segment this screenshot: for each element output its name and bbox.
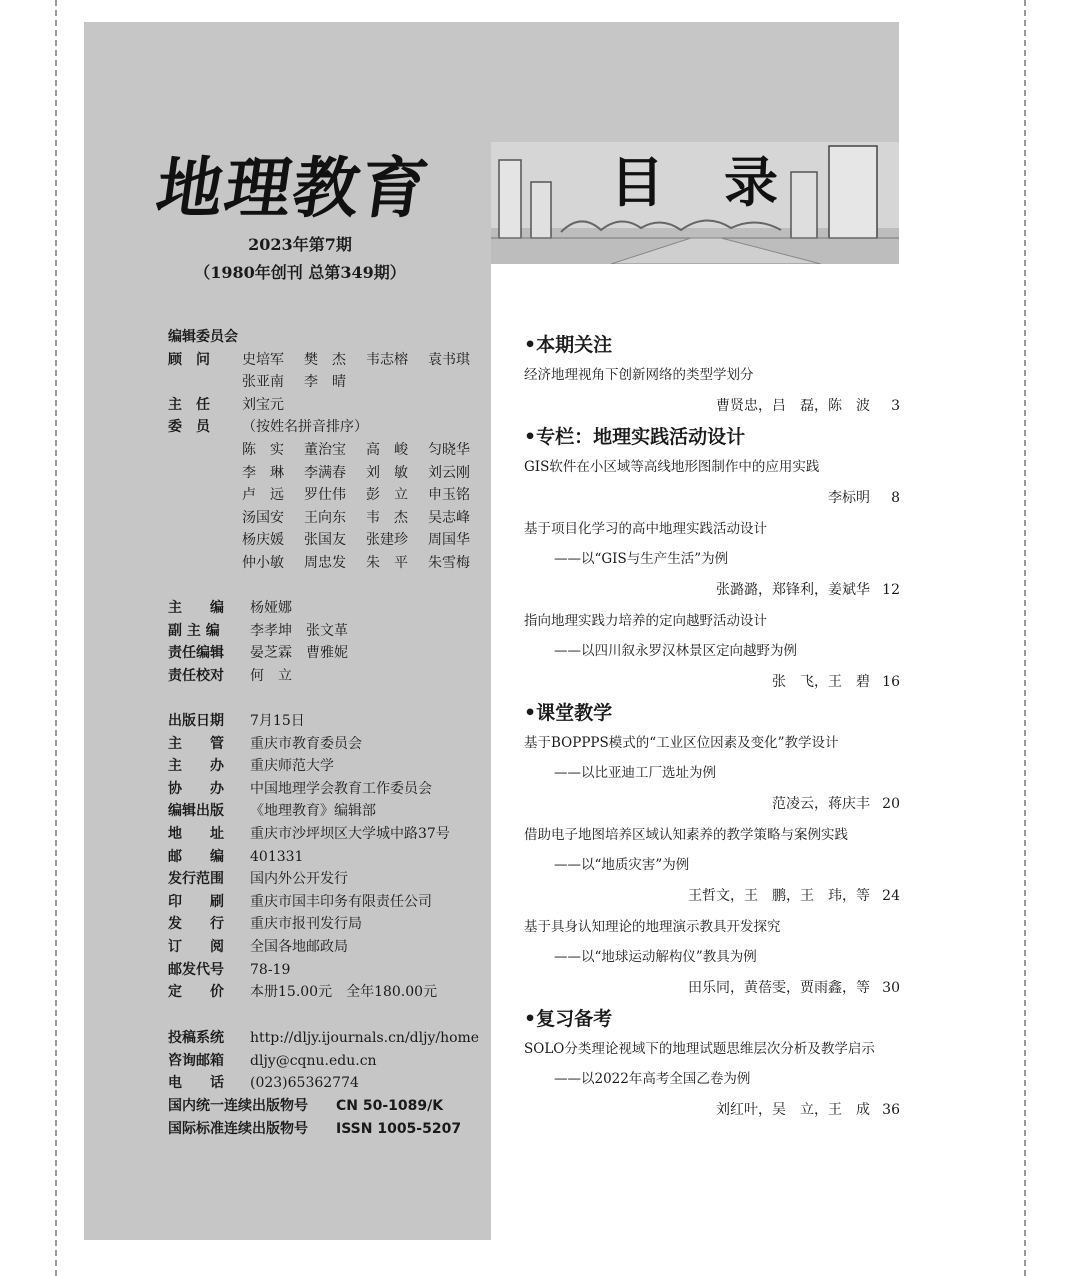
- serial-row: [168, 1095, 461, 1118]
- article-page-number: 20: [882, 796, 900, 812]
- publication-row-label: 编辑出版: [168, 803, 224, 820]
- committee-member: 周忠发: [304, 554, 346, 571]
- article-authors: 李标明: [828, 490, 870, 506]
- committee-heading: 编辑委员会: [168, 329, 238, 345]
- committee-member: 刘 敏: [366, 464, 408, 481]
- page-border-right: [1024, 0, 1026, 1276]
- article-title[interactable]: 基于具身认知理论的地理演示教具开发探究: [524, 919, 781, 935]
- serial-value: ISSN 1005-5207: [336, 1120, 462, 1137]
- committee-member: 卢 远: [242, 487, 284, 504]
- article-page-number: 30: [882, 980, 900, 996]
- article-authors: 张潞潞，郑锋利，姜斌华: [716, 582, 870, 598]
- committee-member: 李 晴: [304, 374, 346, 391]
- editor-row: [168, 642, 348, 665]
- publication-row-label: 印 刷: [168, 893, 224, 910]
- serial-row: [168, 1118, 461, 1141]
- committee-member: （按姓名拼音排序）: [242, 419, 368, 436]
- committee-member: 汤国安: [242, 509, 284, 526]
- publication-row-label: 地 址: [168, 825, 224, 842]
- contact-row: [168, 1050, 479, 1073]
- article-byline: [524, 574, 900, 606]
- committee-member: 张国友: [304, 532, 346, 549]
- serial-label: 国际标准连续出版物号: [168, 1120, 308, 1137]
- committee-member: 刘宝元: [242, 396, 284, 413]
- committee-member: 李满春: [304, 464, 346, 481]
- publication-row-value: 重庆市沙坪坝区大学城中路37号: [250, 825, 450, 842]
- publication-row: [168, 913, 450, 936]
- publication-row-value: 7月15日: [250, 713, 305, 729]
- article-title[interactable]: SOLO分类理论视域下的地理试题思维层次分析及教学启示: [524, 1041, 875, 1057]
- publication-row-value: 中国地理学会教育工作委员会: [250, 780, 432, 797]
- publication-row-value: 78-19: [250, 961, 291, 978]
- publication-row-label: 邮 编: [168, 848, 224, 865]
- article-subtitle: ——以“地质灾害”为例: [554, 857, 690, 873]
- article-subtitle: ——以“GIS与生产生活”为例: [554, 551, 729, 567]
- publication-row: [168, 981, 450, 1004]
- contact-row-label: 咨询邮箱: [168, 1052, 224, 1069]
- article-page-number: 24: [882, 888, 900, 904]
- committee-row: [168, 371, 490, 394]
- article-byline: [524, 390, 900, 422]
- publication-row-value: 本册15.00元 全年180.00元: [250, 984, 438, 1001]
- committee-member: 罗仕伟: [304, 487, 346, 504]
- publication-row: [168, 891, 450, 914]
- article-byline: [524, 972, 900, 1004]
- committee-role: 顾 问: [168, 351, 210, 368]
- article-byline: [524, 880, 900, 912]
- article-byline: [524, 666, 900, 698]
- article-authors: 王哲文，王 鹏，王 玮，等: [688, 888, 870, 904]
- contact-row: [168, 1027, 479, 1050]
- committee-row: [168, 529, 490, 552]
- toc-section-title: •专栏：地理实践活动设计: [524, 426, 746, 448]
- committee-names: [242, 349, 490, 372]
- committee-role: [168, 552, 242, 575]
- committee-names: [242, 507, 490, 530]
- article-page-number: 12: [882, 582, 900, 598]
- article-authors: 范凌云，蒋庆丰: [772, 796, 870, 812]
- article-byline: [524, 1094, 900, 1126]
- publication-row: [168, 800, 450, 823]
- serial-label: 国内统一连续出版物号: [168, 1098, 308, 1114]
- journal-logo: 地理教育: [151, 149, 435, 227]
- publication-row-value: 《地理教育》编辑部: [250, 803, 376, 820]
- contact-row-value: dljy@cqnu.edu.cn: [250, 1052, 377, 1069]
- article-title[interactable]: 指向地理实践力培养的定向越野活动设计: [524, 613, 767, 629]
- committee-row: [168, 349, 490, 372]
- publication-row: [168, 778, 450, 801]
- committee-names: [242, 529, 490, 552]
- contact-row: [168, 1072, 479, 1095]
- article-title[interactable]: 基于BOPPPS模式的“工业区位因素及变化”教学设计: [524, 735, 839, 751]
- committee-member: 陈 实: [242, 441, 284, 458]
- publication-row-label: 订 阅: [168, 938, 224, 955]
- editorial-committee: [168, 326, 490, 575]
- committee-member: 韦 杰: [366, 509, 408, 526]
- publication-info: [168, 710, 450, 1004]
- publication-row-label: 邮发代号: [168, 961, 224, 978]
- editor-row: [168, 665, 348, 688]
- committee-member: 杨庆媛: [242, 532, 284, 549]
- editor-row-label: 副 主 编: [168, 622, 220, 639]
- committee-role: [168, 484, 242, 507]
- publication-row-value: 重庆市报刊发行局: [250, 916, 362, 933]
- publication-row: [168, 755, 450, 778]
- committee-role: [168, 507, 242, 530]
- committee-member: 申玉铭: [428, 487, 470, 504]
- toc-heading: 目录: [610, 151, 838, 214]
- article-authors: 刘红叶，吴 立，王 成: [716, 1102, 870, 1118]
- article-authors: 张 飞，王 碧: [772, 674, 870, 690]
- publication-row-value: 重庆市国丰印务有限责任公司: [250, 893, 432, 910]
- committee-role: 主 任: [168, 396, 210, 413]
- contact-row-value: http://dljy.ijournals.cn/dljy/home: [250, 1030, 480, 1046]
- committee-member: 韦志榕: [366, 351, 408, 368]
- editor-row-label: 责任编辑: [168, 645, 224, 662]
- editor-row-value: 杨娅娜: [250, 600, 292, 616]
- article-page-number: 16: [882, 674, 900, 690]
- article-subtitle: ——以“地球运动解构仪”教具为例: [554, 949, 757, 965]
- editor-row-value: 何 立: [250, 667, 292, 684]
- publication-row: [168, 710, 450, 733]
- article-title[interactable]: 基于项目化学习的高中地理实践活动设计: [524, 521, 767, 537]
- publication-row-value: 国内外公开发行: [250, 871, 348, 888]
- committee-role: [168, 529, 242, 552]
- committee-member: 周国华: [428, 532, 470, 549]
- committee-member: 仲小敏: [242, 554, 284, 571]
- committee-row: [168, 552, 490, 575]
- committee-names: [242, 462, 490, 485]
- publication-row: [168, 823, 450, 846]
- page-border-left: [55, 0, 57, 1276]
- committee-role: [168, 371, 242, 394]
- committee-row: [168, 462, 490, 485]
- editor-row: [168, 597, 348, 620]
- editor-list: [168, 597, 348, 687]
- committee-role: [168, 439, 242, 462]
- toc-section-title: •本期关注: [524, 334, 613, 356]
- committee-member: 张建珍: [366, 532, 408, 549]
- editor-row: [168, 620, 348, 643]
- article-authors: 曹贤忠，吕 磊，陈 波: [716, 398, 870, 414]
- contact-row-label: 投稿系统: [168, 1030, 224, 1046]
- publication-row-value: 重庆市教育委员会: [250, 735, 362, 752]
- committee-row: [168, 484, 490, 507]
- committee-row: [168, 416, 490, 439]
- publication-row-label: 主 办: [168, 758, 224, 775]
- publication-row: [168, 959, 450, 982]
- committee-role: 委 员: [168, 419, 210, 436]
- editor-row-value: 晏芝霖 曹雅妮: [250, 645, 348, 662]
- committee-member: 朱 平: [366, 554, 408, 571]
- publication-row: [168, 868, 450, 891]
- committee-role: [168, 462, 242, 485]
- publication-row-label: 出版日期: [168, 713, 224, 729]
- publication-row: [168, 733, 450, 756]
- article-title[interactable]: GIS软件在小区域等高线地形图制作中的应用实践: [524, 459, 820, 475]
- committee-member: 彭 立: [366, 487, 408, 504]
- publication-row: [168, 936, 450, 959]
- committee-member: 樊 杰: [304, 351, 346, 368]
- article-page-number: 36: [882, 1102, 900, 1118]
- serial-numbers: [168, 1095, 461, 1140]
- article-title[interactable]: 借助电子地图培养区域认知素养的教学策略与案例实践: [524, 827, 848, 843]
- committee-member: 刘云刚: [428, 464, 470, 481]
- committee-names: [242, 416, 368, 439]
- contact-row-value: (023)65362774: [250, 1075, 359, 1092]
- publication-row-label: 主 管: [168, 735, 224, 752]
- committee-names: [242, 552, 490, 575]
- committee-member: 董治宝: [304, 441, 346, 458]
- publication-row-value: 重庆师范大学: [250, 758, 334, 775]
- committee-member: 史培军: [242, 351, 284, 368]
- toc-section-title: •课堂教学: [524, 702, 613, 724]
- article-page-number: 8: [891, 490, 900, 506]
- committee-member: 张亚南: [242, 374, 284, 391]
- founding-info: （1980年创刊 总第349期）: [194, 263, 406, 282]
- committee-row: [168, 394, 490, 417]
- editor-row-label: 责任校对: [168, 667, 224, 684]
- article-title[interactable]: 经济地理视角下创新网络的类型学划分: [524, 367, 754, 383]
- committee-row: [168, 439, 490, 462]
- committee-member: 朱雪梅: [428, 554, 470, 571]
- article-byline: [524, 788, 900, 820]
- table-of-contents: [524, 330, 900, 1126]
- committee-member: 吴志峰: [428, 509, 470, 526]
- committee-names: [242, 371, 490, 394]
- contact-row-label: 电 话: [168, 1075, 224, 1092]
- committee-names: [242, 394, 284, 417]
- committee-member: 王向东: [304, 509, 346, 526]
- contact-info: [168, 1027, 479, 1095]
- publication-row-label: 发 行: [168, 916, 224, 933]
- publication-row-label: 发行范围: [168, 871, 224, 888]
- committee-names: [242, 439, 490, 462]
- article-subtitle: ——以四川叙永罗汉林景区定向越野为例: [554, 643, 797, 659]
- publication-row-value: 401331: [250, 848, 304, 865]
- issue-number: 2023年第7期: [248, 235, 352, 254]
- committee-names: [242, 484, 490, 507]
- publication-row: [168, 846, 450, 869]
- publication-row-label: 定 价: [168, 984, 224, 1001]
- article-byline: [524, 482, 900, 514]
- article-subtitle: ——以比亚迪工厂选址为例: [554, 765, 716, 781]
- committee-member: 匀晓华: [428, 441, 470, 458]
- publication-row-value: 全国各地邮政局: [250, 938, 348, 955]
- article-authors: 田乐同，黄蓓雯，贾雨鑫，等: [688, 980, 870, 996]
- committee-member: 李 琳: [242, 464, 284, 481]
- committee-member: 高 峻: [366, 441, 408, 458]
- serial-value: CN 50-1089/K: [336, 1098, 444, 1114]
- editor-row-label: 主 编: [168, 600, 224, 616]
- committee-member: 袁书琪: [428, 351, 470, 368]
- publication-row-label: 协 办: [168, 780, 224, 797]
- editor-row-value: 李孝坤 张文革: [250, 622, 348, 639]
- article-page-number: 3: [891, 398, 900, 414]
- toc-section-title: •复习备考: [524, 1008, 613, 1030]
- committee-row: [168, 507, 490, 530]
- article-subtitle: ——以2022年高考全国乙卷为例: [554, 1071, 751, 1087]
